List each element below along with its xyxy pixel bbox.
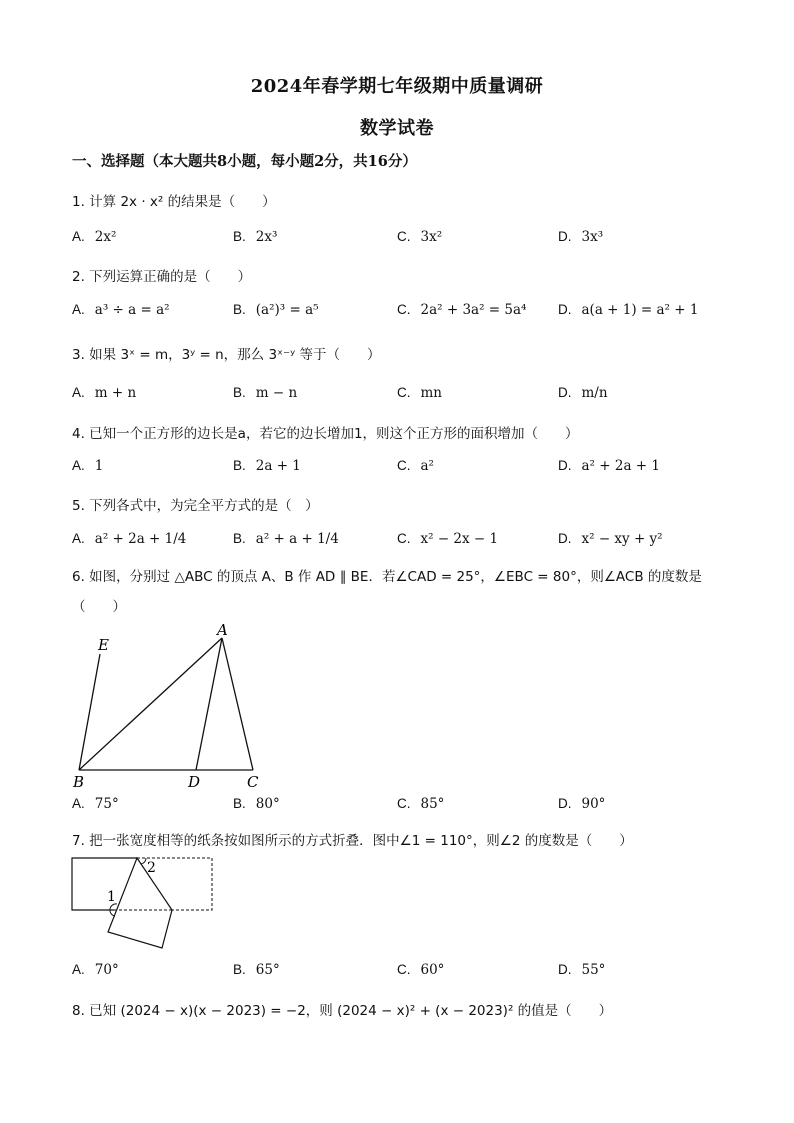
question-3-stem: 3. 如果 3ˣ = m，3ʸ = n，那么 3ˣ⁻ʸ 等于（ ） [72, 347, 381, 363]
question-4-stem: 4. 已知一个正方形的边长是a，若它的边长增加1，则这个正方形的面积增加（ ） [72, 426, 579, 442]
q2-option-b: B. (a²)³ = a⁵ [233, 302, 319, 318]
q7-option-d: D. 55° [558, 962, 606, 978]
q6-option-c: C. 85° [397, 796, 445, 812]
question-2-stem: 2. 下列运算正确的是（ ） [72, 269, 252, 285]
q1-option-d: D. 3x³ [558, 229, 604, 245]
q6-option-a: A. 75° [72, 796, 119, 812]
folded-strip-figure [70, 854, 220, 956]
label-d: D [188, 773, 201, 791]
line-be [79, 654, 100, 770]
q3-option-c: C. mn [397, 385, 442, 401]
triangle-figure [70, 618, 270, 794]
label-a: A [217, 621, 228, 639]
question-7-stem: 7. 把一张宽度相等的纸条按如图所示的方式折叠．图中∠1 = 110°，则∠2 的度数是（ ） [72, 833, 633, 849]
line-ac [222, 638, 253, 770]
q2-option-a: A. a³ ÷ a = a² [72, 302, 170, 318]
q6-option-d: D. 90° [558, 796, 606, 812]
question-8-stem: 8. 已知 (2024 − x)(x − 2023) = −2，则 (2024 − x)² + (x − 2023)² 的值是（ ） [72, 1003, 613, 1019]
q3-option-a: A. m + n [72, 385, 137, 401]
q6-option-b: B. 80° [233, 796, 280, 812]
exam-subtitle: 数学试卷 [360, 118, 434, 139]
label-e: E [98, 636, 109, 654]
folded-part [108, 858, 172, 948]
question-1-stem: 1. 计算 2x · x² 的结果是（ ） [72, 194, 276, 210]
q4-option-c: C. a² [397, 458, 434, 474]
label-angle-2: 2 [147, 860, 156, 876]
label-b: B [73, 773, 85, 791]
q3-option-d: D. m/n [558, 385, 608, 401]
q1-option-b: B. 2x³ [233, 229, 278, 245]
q5-option-c: C. x² − 2x − 1 [397, 531, 499, 547]
q5-option-a: A. a² + 2a + 1/4 [72, 531, 187, 547]
section-heading: 一、选择题（本大题共8小题，每小题2分，共16分） [72, 153, 417, 170]
q4-option-d: D. a² + 2a + 1 [558, 458, 660, 474]
label-angle-1: 1 [107, 889, 116, 905]
q7-option-c: C. 60° [397, 962, 445, 978]
q1-option-c: C. 3x² [397, 229, 443, 245]
q4-option-a: A. 1 [72, 458, 104, 474]
q5-option-b: B. a² + a + 1/4 [233, 531, 339, 547]
q2-option-d: D. a(a + 1) = a² + 1 [558, 302, 699, 318]
exam-title: 2024年春学期七年级期中质量调研 [250, 76, 544, 97]
q3-option-b: B. m − n [233, 385, 298, 401]
question-5-stem: 5. 下列各式中，为完全平方式的是（ ） [72, 498, 319, 514]
q4-option-b: B. 2a + 1 [233, 458, 301, 474]
q1-option-a: A. 2x² [72, 229, 117, 245]
label-c: C [247, 773, 259, 791]
q7-option-a: A. 70° [72, 962, 119, 978]
q5-option-d: D. x² − xy + y² [558, 531, 663, 547]
q7-option-b: B. 65° [233, 962, 280, 978]
q2-option-c: C. 2a² + 3a² = 5a⁴ [397, 302, 527, 318]
angle-2-arc [141, 858, 146, 864]
question-6-stem: 6. 如图，分别过 △ABC 的顶点 A、B 作 AD ∥ BE．若∠CAD = 25°，∠EBC = 80°，则∠ACB 的度数是（ ） [72, 569, 702, 615]
